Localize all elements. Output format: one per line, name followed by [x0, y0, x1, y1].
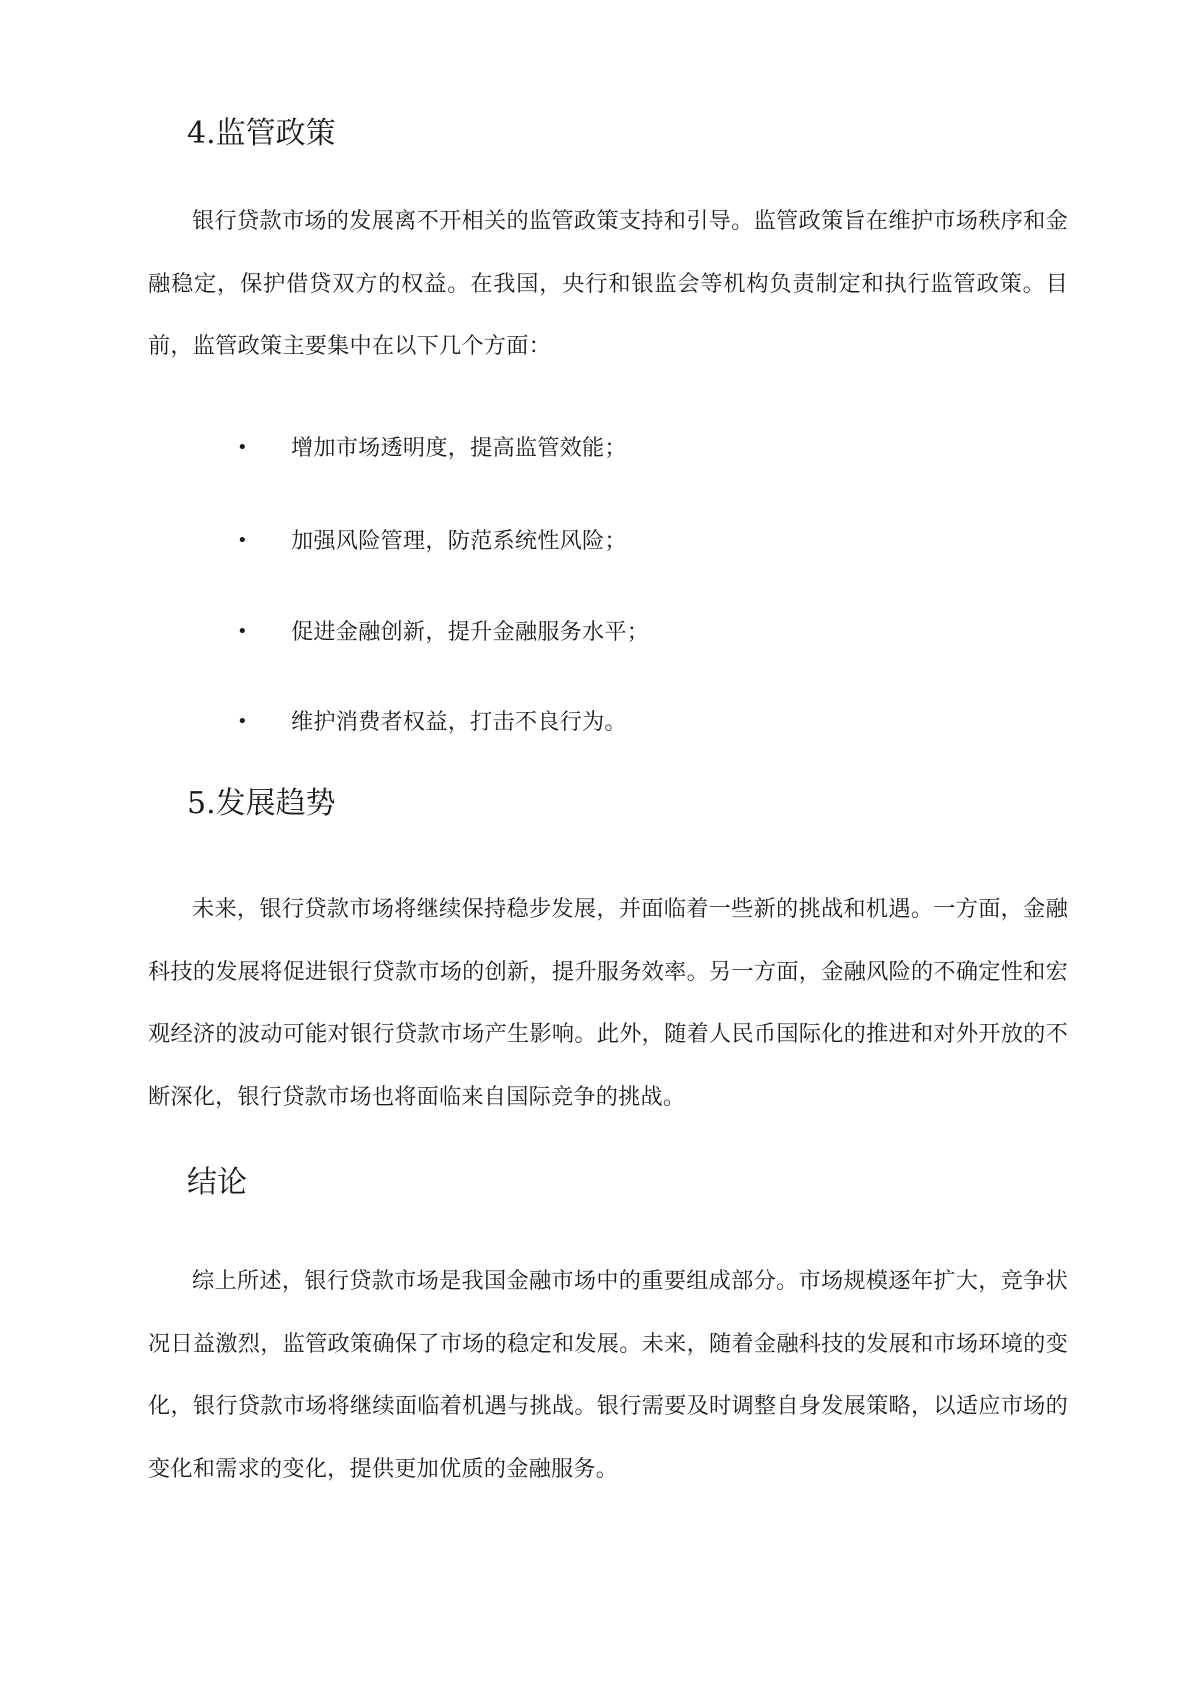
- section-4-paragraph: 银行贷款市场的发展离不开相关的监管政策支持和引导。监管政策旨在维护市场秩序和金融稳定，保护借贷双方的权益。在我国，央行和银监会等机构负责制定和执行监管政策。目前，监管政策主要集中在以下几个方面：: [148, 208, 1068, 359]
- bullet-icon: •: [237, 530, 248, 551]
- section-5-heading: 5.发展趋势: [187, 786, 336, 821]
- bullet-icon: •: [237, 711, 248, 732]
- list-item-text: 加强风险管理，防范系统性风险；: [291, 528, 627, 554]
- section-5-paragraph: 未来，银行贷款市场将继续保持稳步发展，并面临着一些新的挑战和机遇。一方面，金融科技的发展将促进银行贷款市场的创新，提升服务效率。另一方面，金融风险的不确定性和宏观经济的波动可能对银行贷款市场产生影响。此外，随着人民币国际化的推进和对外开放的不断深化，银行贷款市场也将面临来自国际竞争的挑战。: [148, 896, 1068, 1110]
- conclusion-paragraph: 综上所述，银行贷款市场是我国金融市场中的重要组成部分。市场规模逐年扩大，竞争状况日益激烈，监管政策确保了市场的稳定和发展。未来，随着金融科技的发展和市场环境的变化，银行贷款市场将继续面临着机遇与挑战。银行需要及时调整自身发展策略，以适应市场的变化和需求的变化，提供更加优质的金融服务。: [148, 1268, 1068, 1482]
- list-item-text: 增加市场透明度，提高监管效能；: [291, 435, 627, 461]
- conclusion-heading: 结论: [187, 1165, 247, 1200]
- bullet-icon: •: [237, 437, 248, 458]
- list-item-text: 促进金融创新，提升金融服务水平；: [291, 619, 650, 645]
- section-4-heading: 4.监管政策: [187, 116, 336, 151]
- bullet-icon: •: [237, 621, 248, 642]
- list-item-text: 维护消费者权益，打击不良行为。: [291, 709, 627, 735]
